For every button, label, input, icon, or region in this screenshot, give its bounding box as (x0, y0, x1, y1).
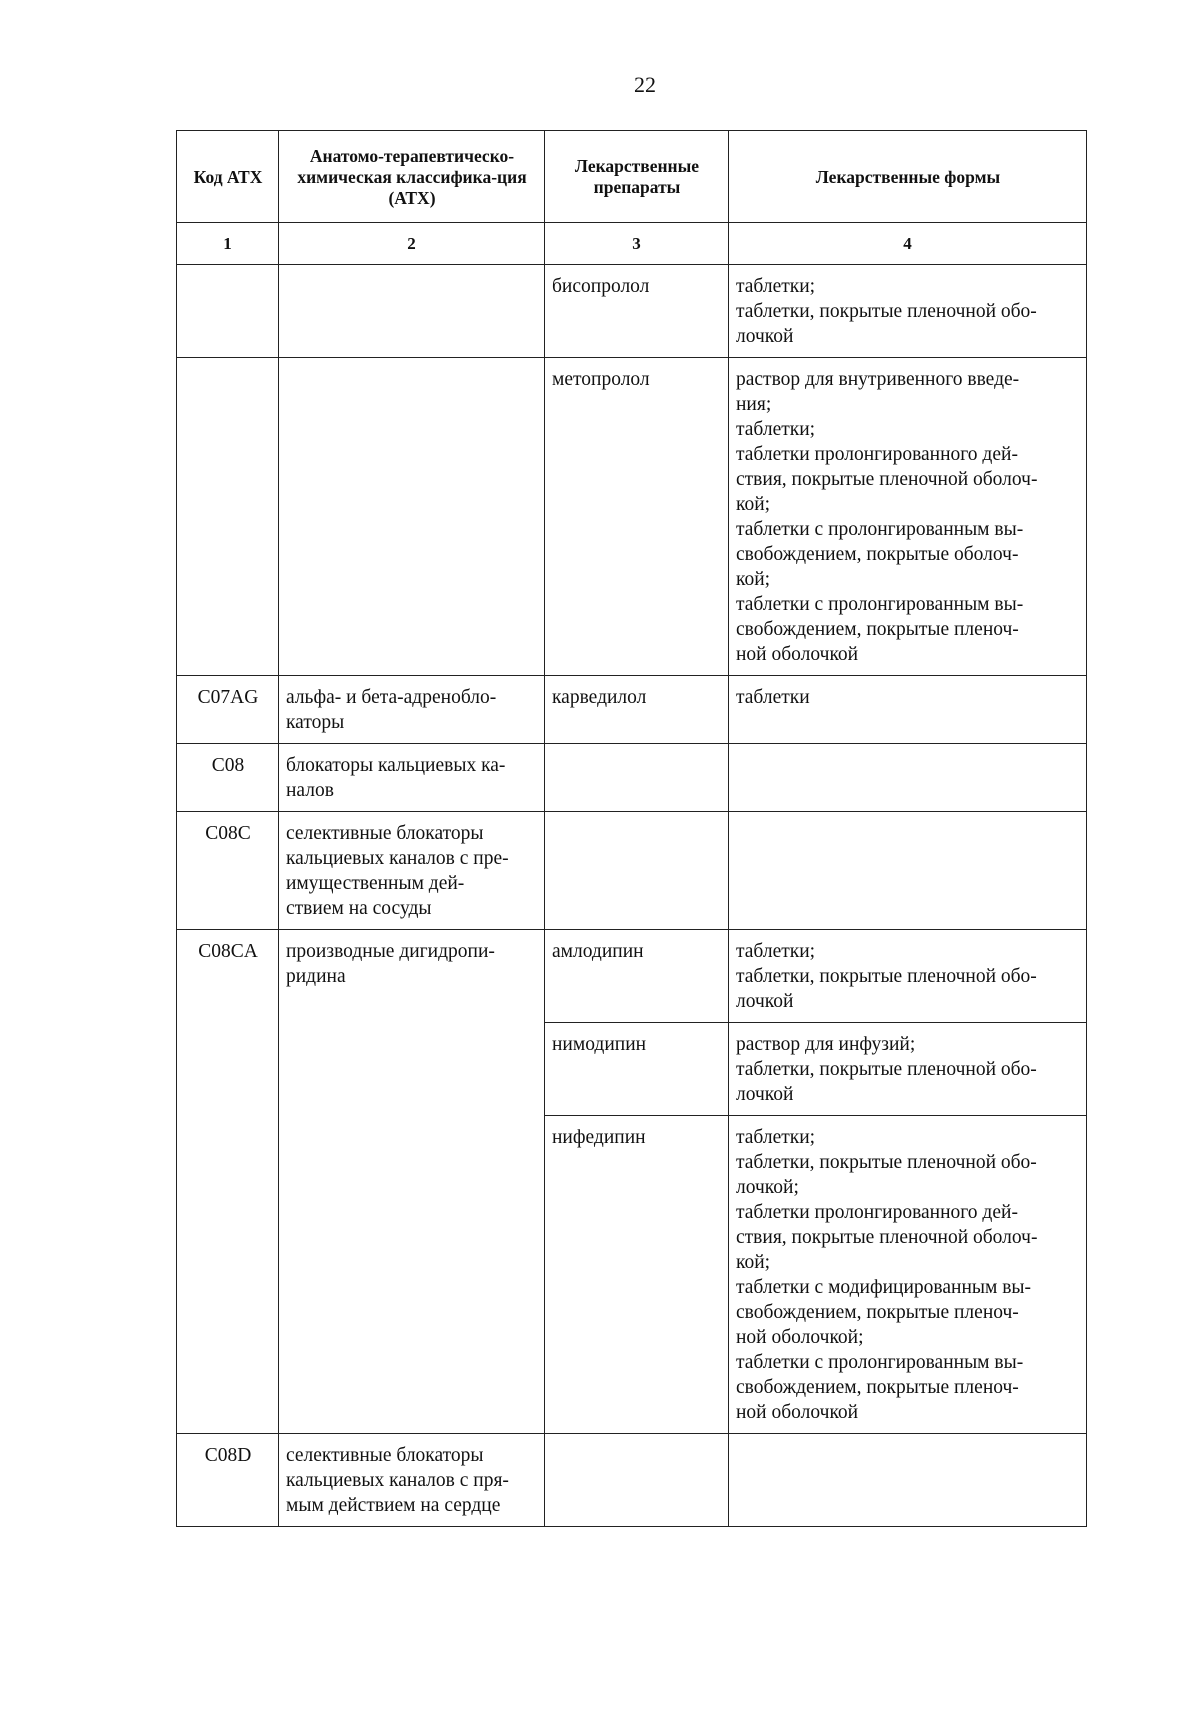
header-row (177, 131, 1087, 223)
forms-cell (729, 358, 1087, 676)
form-line: таблетки, покрытые пленочной обо- (736, 1059, 1037, 1080)
atx-code-cell: C08CA (177, 930, 279, 1434)
classification-cell (279, 358, 545, 676)
table-row (177, 744, 1087, 812)
form-line: таблетки, покрытые пленочной обо- (736, 1152, 1037, 1173)
column-number-row (177, 223, 1087, 265)
form-line: свобождением, покрытые пленоч- (736, 1302, 1019, 1323)
drug-cell: метопролол (545, 358, 729, 676)
forms-cell (729, 1023, 1087, 1116)
classification-line: кальциевых каналов с пре- (286, 848, 509, 869)
classification-line: селективные блокаторы (286, 1445, 484, 1466)
form-line: ной оболочкой; (736, 1327, 864, 1348)
classification-line: альфа- и бета-адренобло- (286, 687, 497, 708)
drug-cell (545, 1434, 729, 1527)
header-classification: Анатомо-терапевтическо-химическая классифика-ция (АТХ) (279, 131, 545, 223)
form-line: кой; (736, 569, 771, 590)
forms-cell (729, 812, 1087, 930)
column-number: 4 (729, 223, 1087, 265)
form-line: ствия, покрытые пленочной оболоч- (736, 1227, 1038, 1248)
form-line: таблетки; (736, 941, 816, 962)
form-line: таблетки (736, 687, 810, 708)
page-number: 22 (634, 72, 656, 97)
column-number: 2 (279, 223, 545, 265)
forms-cell (729, 265, 1087, 358)
form-line: таблетки пролонгированного дей- (736, 1202, 1018, 1223)
classification-cell (279, 676, 545, 744)
form-line: таблетки; (736, 1127, 816, 1148)
classification-line: ридина (286, 966, 346, 987)
form-line: кой; (736, 1252, 771, 1273)
form-line: таблетки, покрытые пленочной обо- (736, 966, 1037, 987)
drug-cell (545, 744, 729, 812)
atx-code-cell (177, 358, 279, 676)
form-line: ствия, покрытые пленочной оболоч- (736, 469, 1038, 490)
form-line: свобождением, покрытые пленоч- (736, 619, 1019, 640)
classification-line: блокаторы кальциевых ка- (286, 755, 506, 776)
form-line: таблетки с модифицированным вы- (736, 1277, 1031, 1298)
drug-cell: бисопролол (545, 265, 729, 358)
form-line: кой; (736, 494, 771, 515)
table-row (177, 812, 1087, 930)
table-row (177, 358, 1087, 676)
classification-cell (279, 744, 545, 812)
classification-line: ствием на сосуды (286, 898, 432, 919)
form-line: лочкой (736, 1084, 794, 1105)
header-drugs: Лекарственные препараты (545, 131, 729, 223)
atx-code-cell: C08C (177, 812, 279, 930)
form-line: ной оболочкой (736, 1402, 859, 1423)
form-line: таблетки с пролонгированным вы- (736, 519, 1024, 540)
form-line: лочкой (736, 991, 794, 1012)
classification-line: каторы (286, 712, 345, 733)
form-line: раствор для инфузий; (736, 1034, 916, 1055)
forms-cell (729, 744, 1087, 812)
classification-line: налов (286, 780, 334, 801)
drug-cell: карведилол (545, 676, 729, 744)
table-row (177, 265, 1087, 358)
drug-cell (545, 812, 729, 930)
atx-code-cell (177, 265, 279, 358)
atx-code-cell: C08D (177, 1434, 279, 1527)
form-line: таблетки, покрытые пленочной обо- (736, 301, 1037, 322)
form-line: таблетки; (736, 419, 816, 440)
atx-code-cell: C08 (177, 744, 279, 812)
classification-line: кальциевых каналов с пря- (286, 1470, 509, 1491)
classification-line: производные дигидропи- (286, 941, 495, 962)
forms-cell (729, 1116, 1087, 1434)
classification-cell (279, 1434, 545, 1527)
column-number: 3 (545, 223, 729, 265)
table-row (177, 1434, 1087, 1527)
atx-code-cell: C07AG (177, 676, 279, 744)
classification-cell (279, 265, 545, 358)
form-line: таблетки; (736, 276, 816, 297)
classification-cell (279, 930, 545, 1434)
atx-table (176, 130, 1087, 1527)
classification-cell (279, 812, 545, 930)
drug-cell: нимодипин (545, 1023, 729, 1116)
classification-line: имущественным дей- (286, 873, 465, 894)
form-line: свобождением, покрытые пленоч- (736, 1377, 1019, 1398)
classification-line: селективные блокаторы (286, 823, 484, 844)
header-code: Код АТХ (177, 131, 279, 223)
form-line: ной оболочкой (736, 644, 859, 665)
form-line: таблетки с пролонгированным вы- (736, 594, 1024, 615)
column-number: 1 (177, 223, 279, 265)
forms-cell (729, 1434, 1087, 1527)
form-line: таблетки пролонгированного дей- (736, 444, 1018, 465)
form-line: свобождением, покрытые оболоч- (736, 544, 1019, 565)
drug-cell: амлодипин (545, 930, 729, 1023)
forms-cell (729, 930, 1087, 1023)
form-line: лочкой (736, 326, 794, 347)
drug-cell: нифедипин (545, 1116, 729, 1434)
table-row (177, 930, 1087, 1023)
header-forms: Лекарственные формы (729, 131, 1087, 223)
form-line: ния; (736, 394, 772, 415)
form-line: раствор для внутривенного введе- (736, 369, 1020, 390)
table-row (177, 676, 1087, 744)
classification-line: мым действием на сердце (286, 1495, 501, 1516)
forms-cell (729, 676, 1087, 744)
form-line: таблетки с пролонгированным вы- (736, 1352, 1024, 1373)
form-line: лочкой; (736, 1177, 799, 1198)
